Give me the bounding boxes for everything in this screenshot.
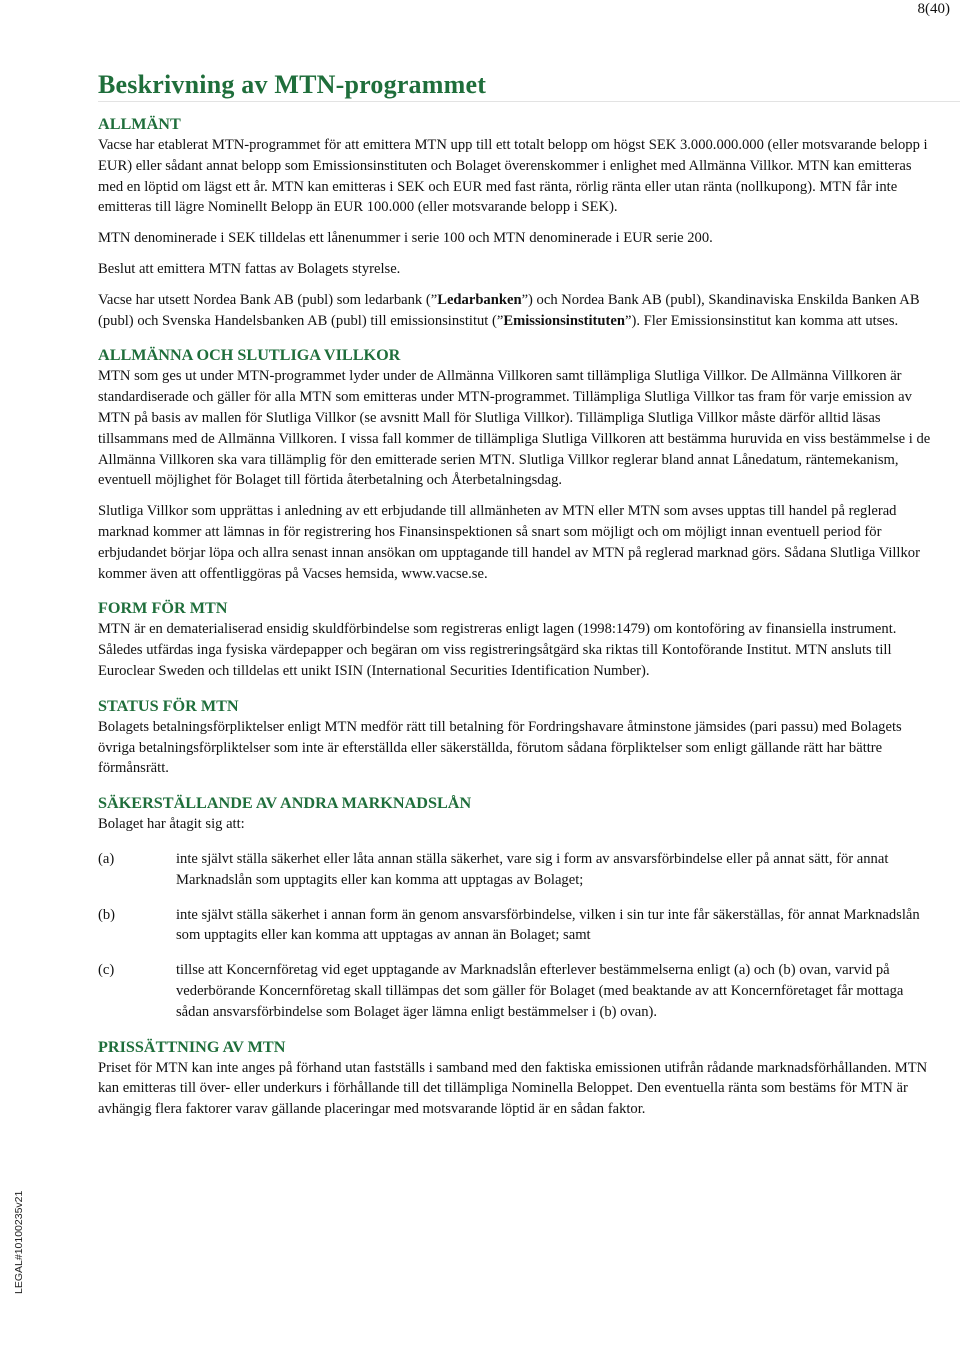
list-item-label: (b) [98,906,116,923]
section-heading: PRISSÄTTNING AV MTN [98,1037,286,1056]
defined-term-emissionsinstituten: Emissionsinstituten [503,312,625,329]
section-villkor [98,345,936,584]
section-sakerstallande [98,793,936,1022]
page-title: Beskrivning av MTN-programmet [98,70,487,99]
section-heading: FORM FÖR MTN [98,599,228,618]
paragraph: Vacse har etablerat MTN-programmet för att emittera MTN upp till ett totalt belopp om högst SEK 3.000.000.000 (eller motsvarande belopp i EUR) eller sådant annat belopp som Emissionsinstituten och Bolaget överenskommer i enlighet med Allmänna Villkor. MTN kan emitteras med en löptid om lägst ett år. MTN kan emitteras i SEK och EUR med fast ränta, rörlig ränta eller utan ränta (nollkupong). MTN får inte emitteras till lägre Nominellt Belopp än EUR 100.000 (eller motsvarande belopp i SEK). [98,137,928,216]
defined-term-ledarbanken: Ledarbanken [437,291,522,308]
text-run: ”) och Nordea Bank AB (publ), Skandinaviska Enskilda Banken AB (publ) och Svenska Handelsbanken AB (publ) till emissionsinstitut (” [98,291,920,329]
text-run: ”). Fler Emissionsinstitut kan komma att utses. [625,312,899,329]
paragraph-banks [98,290,936,332]
page-number: 8(40) [917,1,950,17]
title-divider [98,101,960,102]
list-item-label: (a) [98,850,115,867]
list-item-text: inte självt ställa säkerhet i annan form än genom ansvarsförbindelse, vilken i sin tur inte får säkerställas, för annat Marknadslån som upptagits eller kan komma att upptagas av annan än Bolaget; samt [176,906,920,944]
paragraph: MTN denominerade i SEK tilldelas ett lånenummer i serie 100 och MTN denominerade i EUR serie 200. [98,230,713,247]
list-item [98,849,936,891]
list-item-text: tillse att Koncernföretag vid eget upptagande av Marknadslån efterlever bestämmelserna enligt (a) och (b) ovan, varvid på vederbörande Koncernföretag skall tillämpas det som gäller för Bolaget (med beaktande av att Koncernföretaget får mottaga sådan ansvarsförbindelse som Bolaget äger lämna enligt bestämmelser i (b) ovan). [176,962,904,1020]
document-body [98,114,936,1120]
section-heading: ALLMÄNNA OCH SLUTLIGA VILLKOR [98,346,401,365]
section-heading: ALLMÄNT [98,115,181,133]
paragraph: Priset för MTN kan inte anges på förhand utan fastställs i samband med den faktiska emissionen utifrån rådande marknadsförhållanden. MTN kan emitteras till över- eller underkurs i förhållande till det tillämpliga Nominella Beloppet. Den eventuella ränta som bestäms för MTN är avhängig flera faktorer varav gällande placeringar med motsvarande löptid är en sådan faktor. [98,1059,928,1118]
document-reference-code: LEGAL#10100235v21 [13,1190,25,1294]
section-allmant [98,114,936,331]
list-item-text: inte självt ställa säkerhet eller låta annan ställa säkerhet, vare sig i form av ansvarsförbindelse eller på annat sätt, för annat Marknadslån som upptagits eller kan komma att upptagas av Bolaget; [176,850,889,888]
list-item [98,905,936,947]
section-prissattning [98,1037,936,1120]
paragraph: MTN är en dematerialiserad ensidig skuldförbindelse som registreras enligt lagen (1998:1479) om kontoföring av finansiella instrument. Således utfärdas inga fysiska värdepapper och begäran om viss registreringsåtgärd ska riktas till Kontoförande Institut. MTN ansluts till Euroclear Sweden och tilldelas ett unikt ISIN (International Securities Identification Number). [98,621,897,679]
list-item [98,960,936,1022]
section-heading: STATUS FÖR MTN [98,696,239,715]
paragraph: MTN som ges ut under MTN-programmet lyder under de Allmänna Villkoren samt tillämpliga Slutliga Villkor. De Allmänna Villkoren är standardiserade och gäller för alla MTN som emitteras under MTN-programmet. Tillämpliga Slutliga Villkor tas fram för varje emission av MTN på basis av mallen för Slutliga Villkor (se avsnitt Mall för Slutliga Villkor). Tillämpliga Slutliga Villkor måste därför alltid läsas tillsammans med de Allmänna Villkoren. I vissa fall kommer de tillämpliga Slutliga Villkoren att bestämma huruvida en viss bestämmelse i de Allmänna Villkoren ska vara tillämplig för den emitterade serien MTN. Slutliga Villkor reglerar bland annat Lånedatum, räntemekanism, eventuell möjlighet för Bolaget till förtida återbetalning och Återbetalningsdag. [98,368,931,489]
paragraph: Bolagets betalningsförpliktelser enligt MTN medför rätt till betalning för Fordringshavare åtminstone jämsides (pari passu) med Bolagets övriga betalningsförpliktelser som inte är efterställda eller säkerställda, förutom sådana förpliktelser som enligt gällande rätt har bättre förmånsrätt. [98,718,902,777]
paragraph: Bolaget har åtagit sig att: [98,816,245,833]
section-status [98,696,936,779]
paragraph: Beslut att emittera MTN fattas av Bolagets styrelse. [98,260,401,277]
section-heading: SÄKERSTÄLLANDE AV ANDRA MARKNADSLÅN [98,794,472,813]
list-item-label: (c) [98,962,115,979]
text-run: Vacse har utsett Nordea Bank AB (publ) som ledarbank (” [98,291,438,308]
section-form [98,598,936,681]
paragraph: Slutliga Villkor som upprättas i anledning av ett erbjudande till allmänheten av MTN eller MTN som avses upptas till handel på reglerad marknad kommer att lämnas in för registrering hos Finansinspektionen så snart som möjligt och om möjligt innan eventuell period för erbjudandet börjar löpa och allra senast innan ansökan om upptagande till handel av MTN på reglerad marknad görs. Sådana Slutliga Villkor kommer även att offentliggöras på Vacses hemsida, www.vacse.se. [98,503,920,582]
